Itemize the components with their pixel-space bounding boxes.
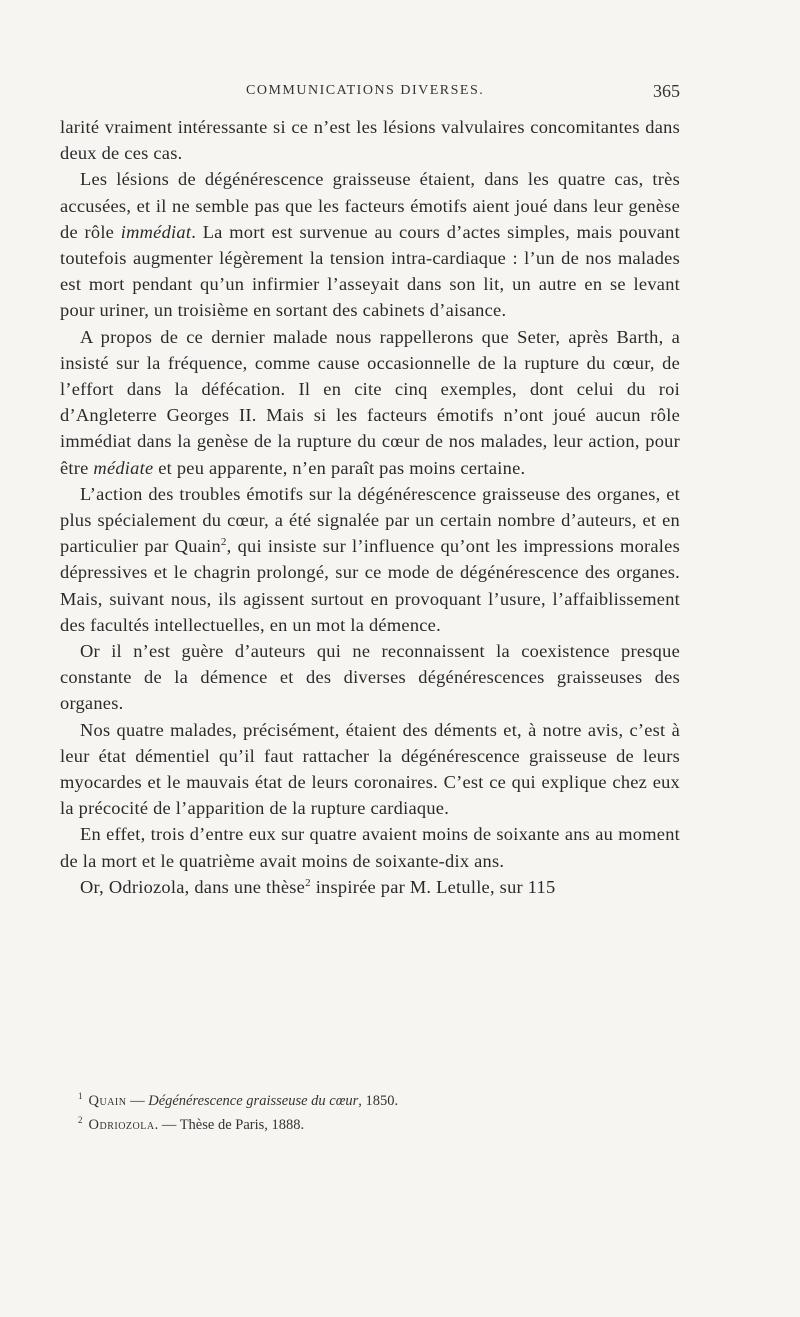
text-run: . La mort est survenue au cours d’actes simples, mais pouvant toutefois augmenter légèrement la tension intra-cardiaque : l’un de nos malades est mort pendant qu’un infirmier l’asseyait dans son lit, un autre en se levant pour uriner, un troisième en sortant des cabinets d’aisance. [60,221,680,321]
emphasis-text: médiate [93,457,154,478]
footnote-reference: 2 [220,536,227,549]
text-run: A propos de ce dernier malade nous rappellerons que Seter, après Barth, a insisté sur la fréquence, comme cause occasionnelle de la rupture du cœur, de l’effort dans la défécation. Il en cite cinq exemples, dont celui du roi d’Angleterre Georges II. Mais si les facteurs émotifs n’ont joué aucun rôle immédiat dans la genèse de la rupture du cœur de nos malades, leur action, pour être [60,326,680,478]
paragraph [60,166,680,323]
book-page [60,0,740,1317]
paragraph-continued [60,114,680,166]
footnote-author: Odriozola [88,1116,155,1133]
running-title: COMMUNICATIONS DIVERSES. [246,83,485,98]
text-run: Les lésions de dégénérescence graisseuse étaient, dans les quatre cas, très accusées, et il ne semble pas que les facteurs émotifs aient joué dans leur genèse de rôle [60,169,680,242]
paragraph [60,481,680,638]
footnote-marker: 2 [78,1114,83,1125]
footnote-marker: 1 [78,1091,83,1101]
text-run: inspirée par M. Letulle, sur 115 [310,876,556,897]
text-run: Or il n’est guère d’auteurs qui ne reconnaissent la coexistence presque constante de la démence et des diverses dégénérescences graisseuses des organes. [60,641,680,714]
text-run: Or, Odriozola, dans une thèse [80,876,306,897]
paragraph [60,324,680,481]
text-run: et peu apparente, n’en paraît pas moins certaine. [153,457,526,478]
body-text [60,114,680,900]
footnote-rest: , 1850. [358,1092,399,1109]
emphasis-text: immédiat [120,221,192,242]
text-run: En effet, trois d’entre eux sur quatre avaient moins de soixante ans au moment de la mort et le quatrième avait moins de soixante-dix ans. [60,824,680,871]
footnote-author: Quain [88,1092,127,1109]
footnote-separator: . — [154,1116,180,1133]
text-run: Nos quatre malades, précisément, étaient des déments et, à notre avis, c’est à leur état démentiel qu’il faut rattacher la dégénérescence graisseuse de leurs myocardes et le mauvais état de leurs coronaires. C’est ce qui explique chez eux la précocité de l’apparition de la rupture cardiaque. [60,719,680,819]
footnotes [78,1087,678,1135]
footnote-title: Dégénérescence graisseuse du cœur [148,1092,359,1109]
text-run: L’action des troubles émotifs sur la dégénérescence graisseuse des organes, et plus spécialement du cœur, a été signalée par un certain nombre d’auteurs, et en particulier par Quain [60,483,680,557]
paragraph [60,874,680,900]
paragraph [60,717,680,822]
footnote [78,1111,678,1135]
paragraph [60,821,680,873]
text-run: , qui insiste sur l’influence qu’ont les impressions morales dépressives et le chagrin prolongé, sur ce mode de dégénérescence des organes. Mais, suivant nous, ils agissent surtout en provoquant l’usure, l’affaiblissement des facultés intellectuelles, en un mot la démence. [60,536,680,635]
running-head [60,83,680,107]
footnote-separator: — [126,1092,149,1109]
page-number: 365 [653,81,680,101]
footnote-rest: Thèse de Paris, 1888. [179,1116,305,1133]
footnote-reference: 2 [305,876,311,889]
paragraph [60,638,680,717]
footnote [78,1087,678,1111]
text-run: larité vraiment intéressante si ce n’est les lésions valvulaires concomitantes dans deux de ces cas. [60,117,680,164]
